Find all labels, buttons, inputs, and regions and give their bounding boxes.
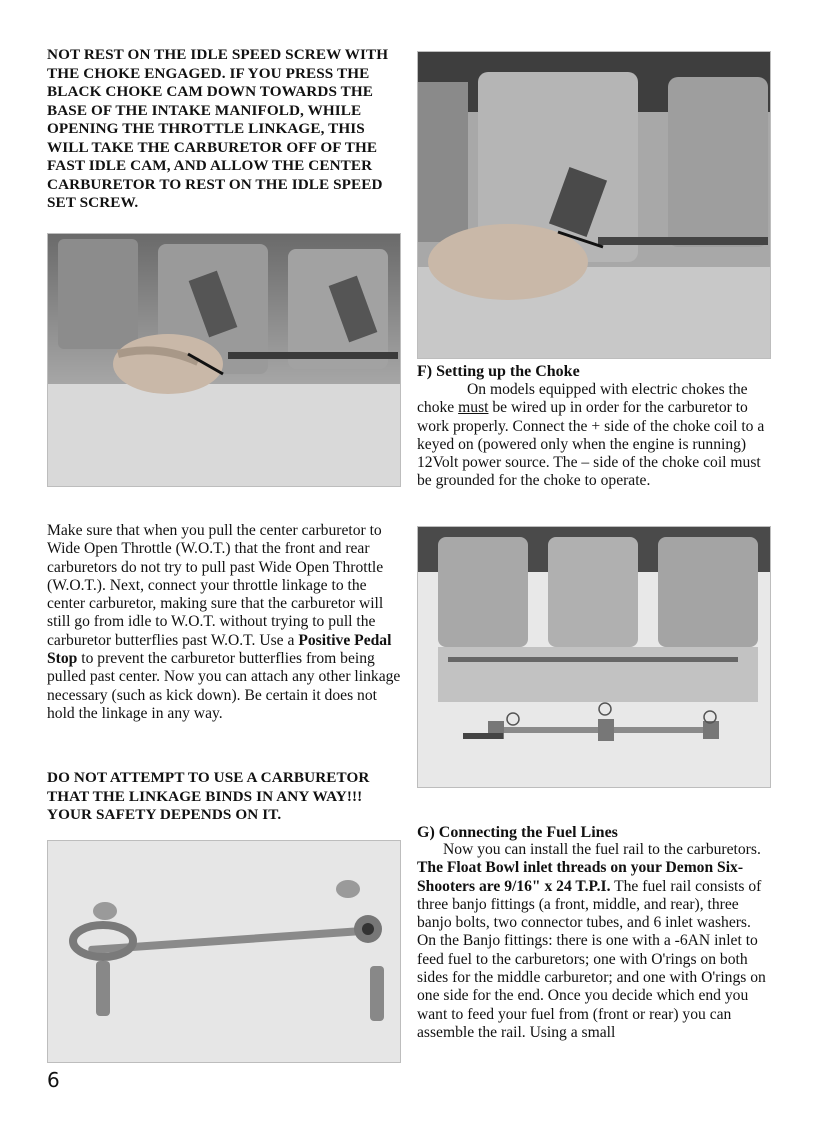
choke-text-part2: be wired up in order for the carburetor to work properly. Connect the + side of the choke coil to a keyed on (powered only when the engine is running) 12Volt power source. The – side of the choke coil must be grounded for the choke to operate. (417, 399, 765, 490)
photo-linkage-rod-parts (47, 840, 401, 1063)
carburetor-linkage-illustration (48, 234, 400, 486)
fuel-text-part1: Now you can install the fuel rail to the carburetors. (443, 841, 761, 858)
linkage-text-part1: Make sure that when you pull the center carburetor to Wide Open Throttle (W.O.T.) that the front and rear carburetors do not try to pull past Wide Open Throttle (W.O.T.). Next, connect your throttle linkage to the center carburetor, making sure that the carburetor will still go from idle to W.O.T. without trying to pull the carburetor butterflies past W.O.T. Use a (47, 522, 384, 649)
linkage-rod-parts-illustration (48, 841, 400, 1062)
photo-center-carb-choke (417, 51, 771, 359)
photo-fuel-rail-assembly (417, 526, 771, 788)
fuel-lines-section-heading: G) Connecting the Fuel Lines (417, 824, 618, 841)
choke-text-part1: On models equipped with electric chokes the choke (417, 381, 748, 417)
page-number: 6 (47, 1068, 60, 1092)
choke-must-emphasis: must (458, 399, 489, 417)
fuel-text-part2: The fuel rail consists of three banjo fittings (a front, middle, and rear), three banjo bolts, two connector tubes, and 6 inlet washers. On the Banjo fittings: there is one with a -6AN inlet to feed fuel to the carburetors; one with O'rings on both sides for the middle carburetor; and one with O'rings on one side for the end. Once you decide which end you want to feed your fuel from (front or rear) you can assemble the rail. Using a small (417, 877, 766, 1041)
fuel-rail-illustration (418, 527, 770, 787)
float-bowl-thread-spec: The Float Bowl inlet threads on your Demon Six-Shooters are 9/16" x 24 T.P.I. (417, 859, 744, 895)
choke-paragraph (417, 381, 771, 491)
safety-warning-text: DO NOT ATTEMPT TO USE A CARBURETOR THAT THE LINKAGE BINDS IN ANY WAY!!! YOUR SAFETY DEPENDS ON IT. (47, 769, 370, 823)
choke-section-heading: F) Setting up the Choke (417, 363, 580, 380)
fuel-lines-paragraph (417, 841, 771, 1042)
warning-text-top: NOT REST ON THE IDLE SPEED SCREW WITH THE CHOKE ENGAGED. IF YOU PRESS THE BLACK CHOKE CAM DOWN TOWARDS THE BASE OF THE INTAKE MANIFOLD, WHILE OPENING THE THROTTLE LINKAGE, THIS WILL TAKE THE CARBURETOR OFF OF THE FAST IDLE CAM, AND ALLOW THE CENTER CARBURETOR TO REST ON THE IDLE SPEED SET SCREW. (47, 46, 389, 211)
positive-pedal-stop-term: Positive Pedal Stop (47, 631, 392, 668)
linkage-instructions-paragraph (47, 522, 401, 723)
photo-throttle-linkage-adjust (47, 233, 401, 487)
choke-engaged-illustration (418, 52, 770, 358)
linkage-text-part2: to prevent the carburetor butterflies from being pulled past center. Now you can attach any other linkage necessary (such as kick down). Be certain it does not hold the linkage in any way. (47, 650, 401, 722)
